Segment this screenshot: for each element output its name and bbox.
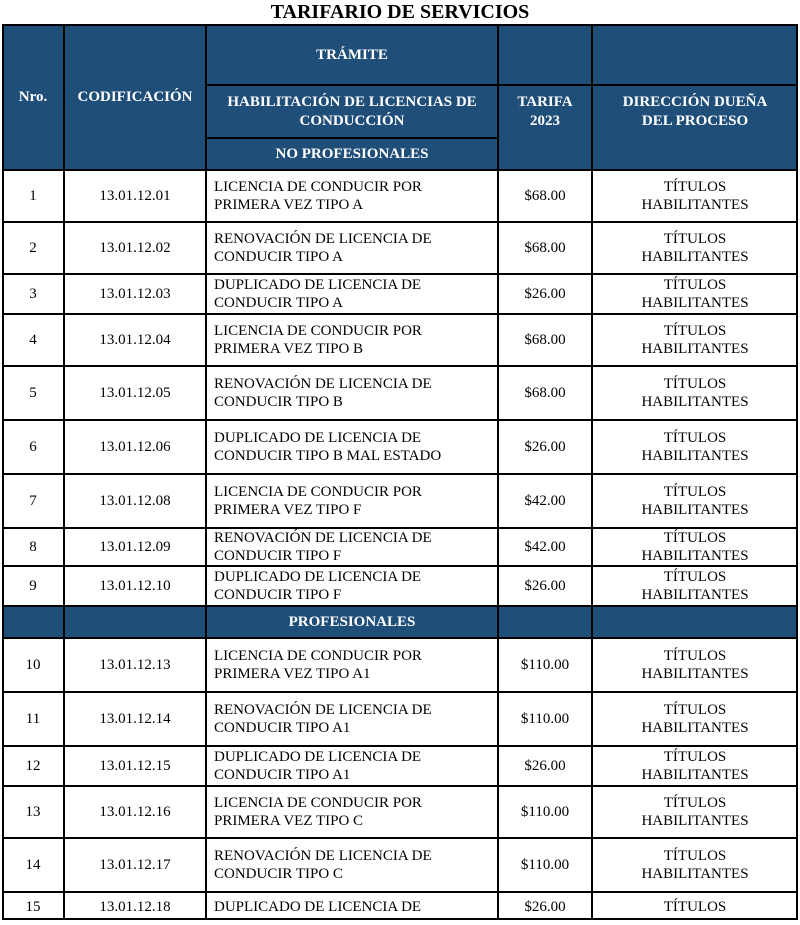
row-nro: 4 bbox=[29, 332, 37, 348]
row-codigo: 13.01.12.13 bbox=[99, 657, 171, 673]
header-nro: Nro. bbox=[18, 88, 48, 105]
row-nro: 5 bbox=[29, 385, 37, 401]
row-nro: 15 bbox=[25, 899, 41, 915]
row-tramite: DUPLICADO DE LICENCIA DE bbox=[214, 899, 422, 915]
row-nro: 14 bbox=[25, 857, 41, 873]
rule bbox=[2, 24, 798, 26]
tariff-table bbox=[2, 24, 798, 922]
row-tarifa: $26.00 bbox=[524, 286, 566, 302]
row-nro: 8 bbox=[29, 539, 37, 555]
section-label-profesionales: PROFESIONALES bbox=[288, 613, 416, 630]
row-nro: 13 bbox=[25, 804, 41, 820]
page-title: TARIFARIO DE SERVICIOS bbox=[270, 1, 530, 23]
row-direccion: TÍTULOS HABILITANTES bbox=[641, 848, 749, 882]
row-nro: 1 bbox=[29, 188, 37, 204]
row-tarifa: $42.00 bbox=[524, 539, 566, 555]
row-codigo: 13.01.12.04 bbox=[99, 332, 171, 348]
row-codigo: 13.01.12.14 bbox=[99, 711, 171, 727]
row-tarifa: $68.00 bbox=[524, 332, 566, 348]
row-codigo: 13.01.12.09 bbox=[99, 539, 171, 555]
row-direccion: TÍTULOS HABILITANTES bbox=[641, 569, 749, 603]
row-codigo: 13.01.12.16 bbox=[99, 804, 171, 820]
row-direccion: TÍTULOS HABILITANTES bbox=[641, 277, 749, 311]
row-codigo: 13.01.12.10 bbox=[99, 578, 171, 594]
row-nro: 6 bbox=[29, 439, 37, 455]
row-nro: 11 bbox=[25, 711, 41, 727]
row-direccion: TÍTULOS bbox=[663, 899, 727, 915]
row-nro: 12 bbox=[25, 758, 41, 774]
row-codigo: 13.01.12.06 bbox=[99, 439, 171, 455]
row-tarifa: $110.00 bbox=[520, 711, 570, 727]
row-codigo: 13.01.12.05 bbox=[99, 385, 171, 401]
row-direccion: TÍTULOS HABILITANTES bbox=[641, 484, 749, 518]
row-tramite: RENOVACIÓN DE LICENCIA DE CONDUCIR TIPO B bbox=[214, 376, 432, 410]
row-codigo: 13.01.12.01 bbox=[99, 188, 171, 204]
row-tramite: RENOVACIÓN DE LICENCIA DE CONDUCIR TIPO F bbox=[214, 530, 432, 564]
row-direccion: TÍTULOS HABILITANTES bbox=[641, 749, 749, 783]
row-codigo: 13.01.12.15 bbox=[99, 758, 171, 774]
row-tarifa: $26.00 bbox=[524, 758, 566, 774]
header-habilitacion: HABILITACIÓN DE LICENCIAS DE CONDUCCIÓN bbox=[227, 94, 477, 129]
row-tarifa: $26.00 bbox=[524, 899, 566, 915]
row-tramite: DUPLICADO DE LICENCIA DE CONDUCIR TIPO F bbox=[214, 569, 422, 603]
row-tramite: LICENCIA DE CONDUCIR POR PRIMERA VEZ TIPO F bbox=[214, 484, 422, 518]
row-tramite: RENOVACIÓN DE LICENCIA DE CONDUCIR TIPO A1 bbox=[214, 702, 432, 736]
row-tarifa: $68.00 bbox=[524, 188, 566, 204]
row-nro: 9 bbox=[29, 578, 37, 594]
row-tarifa: $68.00 bbox=[524, 385, 566, 401]
row-tramite: RENOVACIÓN DE LICENCIA DE CONDUCIR TIPO A bbox=[214, 231, 432, 265]
header-codificacion: CODIFICACIÓN bbox=[77, 88, 193, 105]
row-tarifa: $26.00 bbox=[524, 578, 566, 594]
row-codigo: 13.01.12.02 bbox=[99, 240, 171, 256]
row-direccion: TÍTULOS HABILITANTES bbox=[641, 231, 749, 265]
header-direccion: DIRECCIÓN DUEÑA DEL PROCESO bbox=[622, 94, 768, 129]
row-tarifa: $110.00 bbox=[520, 857, 570, 873]
row-codigo: 13.01.12.17 bbox=[99, 857, 171, 873]
rule bbox=[2, 605, 798, 607]
row-codigo: 13.01.12.18 bbox=[99, 899, 171, 915]
row-tarifa: $68.00 bbox=[524, 240, 566, 256]
row-direccion: TÍTULOS HABILITANTES bbox=[641, 430, 749, 464]
row-codigo: 13.01.12.08 bbox=[99, 493, 171, 509]
row-tarifa: $110.00 bbox=[520, 657, 570, 673]
row-codigo: 13.01.12.03 bbox=[99, 286, 171, 302]
row-nro: 2 bbox=[29, 240, 37, 256]
row-direccion: TÍTULOS HABILITANTES bbox=[641, 795, 749, 829]
header-tarifa: TARIFA 2023 bbox=[517, 94, 573, 129]
row-tramite: LICENCIA DE CONDUCIR POR PRIMERA VEZ TIPO A bbox=[214, 179, 422, 213]
row-nro: 10 bbox=[25, 657, 41, 673]
row-tramite: DUPLICADO DE LICENCIA DE CONDUCIR TIPO A bbox=[214, 277, 422, 311]
row-tramite: LICENCIA DE CONDUCIR POR PRIMERA VEZ TIPO B bbox=[214, 323, 422, 357]
row-nro: 3 bbox=[29, 286, 37, 302]
row-direccion: TÍTULOS HABILITANTES bbox=[641, 323, 749, 357]
row-direccion: TÍTULOS HABILITANTES bbox=[641, 179, 749, 213]
row-tarifa: $110.00 bbox=[520, 804, 570, 820]
rule bbox=[206, 137, 498, 139]
rule bbox=[206, 84, 798, 86]
row-tramite: DUPLICADO DE LICENCIA DE CONDUCIR TIPO B MAL ESTADO bbox=[214, 430, 442, 464]
row-direccion: TÍTULOS HABILITANTES bbox=[641, 702, 749, 736]
row-tarifa: $42.00 bbox=[524, 493, 566, 509]
row-direccion: TÍTULOS HABILITANTES bbox=[641, 648, 749, 682]
row-tramite: LICENCIA DE CONDUCIR POR PRIMERA VEZ TIPO A1 bbox=[214, 648, 422, 682]
row-tarifa: $26.00 bbox=[524, 439, 566, 455]
row-tramite: DUPLICADO DE LICENCIA DE CONDUCIR TIPO A1 bbox=[214, 749, 422, 783]
row-tramite: RENOVACIÓN DE LICENCIA DE CONDUCIR TIPO C bbox=[214, 848, 432, 882]
rule bbox=[2, 918, 798, 920]
row-tramite: LICENCIA DE CONDUCIR POR PRIMERA VEZ TIPO C bbox=[214, 795, 422, 829]
row-direccion: TÍTULOS HABILITANTES bbox=[641, 376, 749, 410]
row-nro: 7 bbox=[29, 493, 37, 509]
row-direccion: TÍTULOS HABILITANTES bbox=[641, 530, 749, 564]
header-no-profesionales: NO PROFESIONALES bbox=[275, 145, 429, 162]
header-tramite: TRÁMITE bbox=[316, 46, 388, 63]
